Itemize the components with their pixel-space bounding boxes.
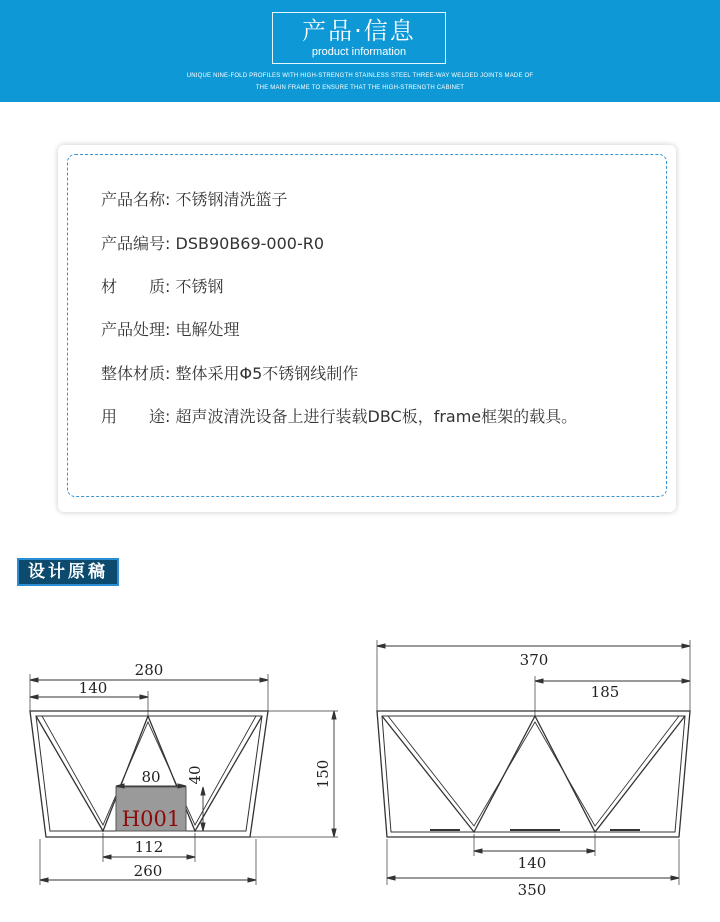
right-dim-350: 350: [517, 881, 547, 899]
left-dim-40: 40: [186, 765, 204, 785]
left-drawing: [30, 674, 338, 885]
info-value: 超声波清洗设备上进行装载DBC板，frame框架的载具。: [175, 407, 578, 426]
info-label: 产品处理: [101, 320, 166, 339]
part-label-h001: H001: [121, 807, 181, 831]
page-title: 产品·信息: [302, 17, 416, 45]
left-dim-140: 140: [78, 679, 108, 697]
info-separator: :: [165, 190, 171, 209]
info-value: 整体采用Φ5不锈钢线制作: [175, 364, 359, 383]
info-label: 产品名称: [101, 190, 166, 209]
left-dim-280: 280: [134, 661, 164, 679]
right-drawing: [377, 640, 690, 885]
info-label: 产品编号: [101, 234, 166, 253]
info-value: 电解处理: [175, 320, 240, 339]
info-label: 材 质: [101, 277, 166, 296]
info-value: 不锈钢: [175, 277, 224, 296]
banner-subtitle-line1: UNIQUE NINE-FOLD PROFILES WITH HIGH-STRENGTH STAINLESS STEEL THREE-WAY WELDED JOINTS MADE OF: [186, 73, 534, 79]
left-dim-260: 260: [133, 862, 163, 880]
left-dim-112: 112: [134, 838, 164, 856]
left-dim-150: 150: [314, 759, 332, 789]
banner-subtitle-line2: THE MAIN FRAME TO ENSURE THAT THE HIGH-STRENGTH CABINET: [255, 85, 465, 91]
info-separator: :: [165, 320, 171, 339]
right-dim-370: 370: [519, 651, 549, 669]
right-dim-140: 140: [517, 854, 547, 872]
info-separator: :: [165, 277, 171, 296]
info-separator: :: [165, 234, 171, 253]
info-label: 整体材质: [101, 364, 166, 383]
page-title-english: product information: [311, 46, 407, 58]
info-separator: :: [165, 407, 171, 426]
info-value: DSB90B69-000-R0: [175, 234, 325, 253]
right-dim-185: 185: [590, 683, 620, 701]
info-value: 不锈钢清洗篮子: [175, 190, 288, 209]
info-label: 用 途: [101, 407, 166, 426]
design-draft-tag: 设计原稿: [17, 558, 119, 586]
info-separator: :: [165, 364, 171, 383]
left-dim-80: 80: [141, 768, 161, 786]
